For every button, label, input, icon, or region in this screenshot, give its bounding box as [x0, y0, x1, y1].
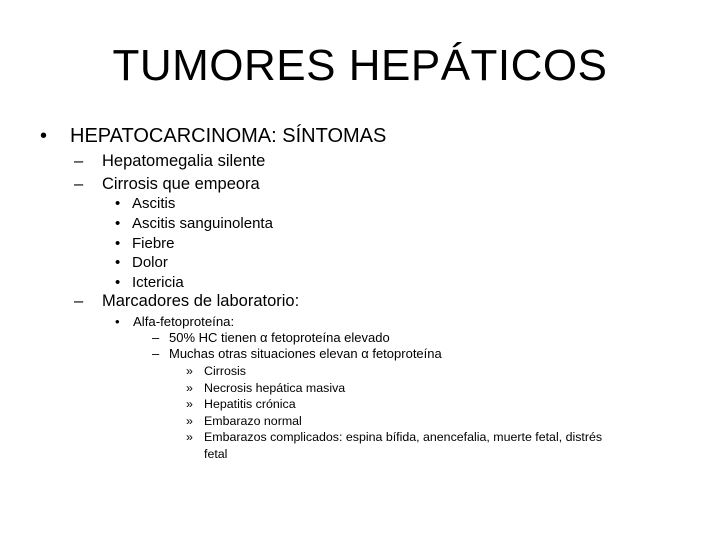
list-item-text: Fiebre: [132, 234, 175, 252]
dash-marker: –: [74, 152, 84, 170]
list-item-continuation: [186, 446, 228, 463]
afp-points-list: [152, 330, 442, 363]
raquo-marker: »: [186, 397, 193, 412]
list-item: [186, 429, 603, 446]
bullet-text: HEPATOCARCINOMA: SÍNTOMAS: [70, 125, 387, 147]
list-item: [152, 330, 390, 346]
bullet-marker: •: [115, 214, 121, 232]
bullet-marker: •: [115, 234, 121, 252]
list-item: [115, 194, 176, 214]
sub-item-text: Hepatomegalia silente: [102, 152, 266, 170]
marker-item-text: Alfa-fetoproteína:: [133, 314, 235, 329]
list-item-text: Dolor: [132, 254, 168, 272]
list-item-text: Necrosis hepática masiva: [204, 380, 346, 395]
list-item-text: Muchas otras situaciones elevan α fetoproteína: [169, 346, 442, 362]
list-item-text: Embarazo normal: [204, 413, 302, 428]
sub-item-text: Marcadores de laboratorio:: [102, 292, 300, 310]
list-item: [186, 413, 302, 430]
dash-marker: –: [152, 330, 160, 345]
bullet-marker: •: [115, 274, 121, 292]
bullet-marker: •: [115, 254, 121, 272]
raquo-marker: »: [186, 364, 193, 378]
list-item-text: Ascitis: [132, 195, 176, 212]
situations-list: [186, 363, 603, 463]
list-item: [152, 346, 442, 362]
dash-marker: –: [152, 346, 160, 362]
raquo-marker: »: [186, 430, 193, 445]
cirrosis-list: [115, 194, 273, 293]
dash-marker: –: [74, 292, 84, 310]
list-item: [186, 363, 246, 380]
bullet-marker: •: [115, 195, 121, 212]
list-item: [186, 380, 346, 397]
list-item: [115, 253, 168, 273]
raquo-marker: »: [186, 413, 193, 428]
list-item-text: 50% HC tienen α fetoproteína elevado: [169, 330, 390, 345]
slide-title: TUMORES HEPÁTICOS: [112, 41, 608, 90]
dash-marker: –: [74, 175, 84, 193]
list-item-text: fetal: [204, 446, 228, 461]
list-item-text: Ascitis sanguinolenta: [132, 214, 273, 232]
sub-item-text: Cirrosis que empeora: [102, 175, 260, 193]
list-item-text: Ictericia: [132, 274, 184, 292]
list-item: [115, 214, 273, 234]
list-item-text: Cirrosis: [204, 364, 246, 378]
list-item-text: Embarazos complicados: espina bífida, anencefalia, muerte fetal, distrés: [204, 430, 603, 445]
list-item-text: Hepatitis crónica: [204, 397, 296, 412]
bullet-marker: •: [115, 314, 120, 329]
bullet-marker: •: [40, 125, 48, 147]
list-item: [115, 234, 175, 254]
raquo-marker: »: [186, 380, 193, 395]
list-item: [115, 273, 184, 293]
list-item: [186, 396, 296, 413]
